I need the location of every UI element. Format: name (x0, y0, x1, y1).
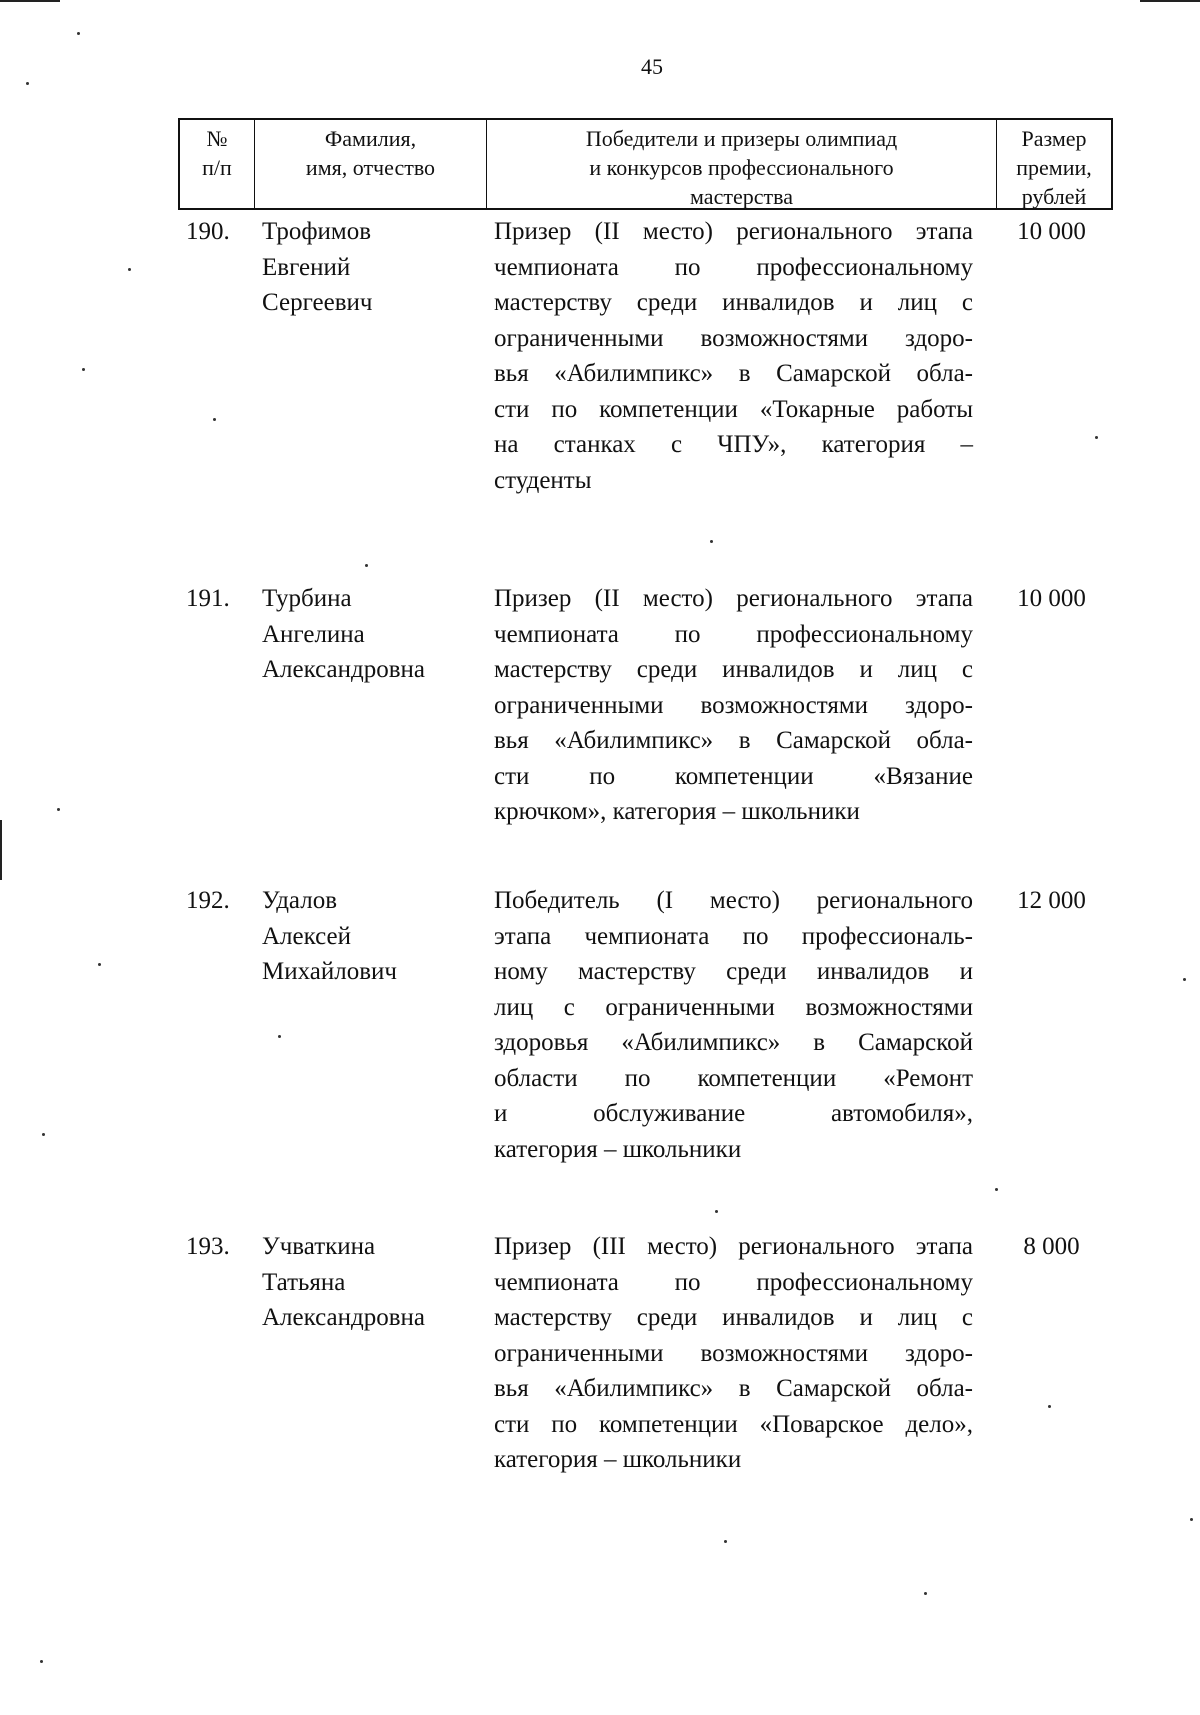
row-full-name (262, 883, 482, 990)
header-full-name (255, 120, 487, 208)
description-line: области по компетенции «Ремонт (494, 1064, 973, 1092)
description-line: ному мастерству среди инвалидов и (494, 958, 973, 985)
description-line: чемпионата по профессиональному (494, 620, 973, 648)
scan-speck (128, 268, 131, 271)
header-text: № (206, 126, 228, 151)
header-number (180, 120, 255, 208)
description-line: ограниченными возможностями здоро- (494, 1339, 973, 1367)
description-line: мастерству среди инвалидов и лиц с (494, 1304, 973, 1331)
row-full-name (262, 581, 482, 688)
description-line: мастерству среди инвалидов и лиц с (494, 289, 973, 316)
row-full-name (262, 1229, 482, 1336)
description-line: вья «Абилимпикс» в Самарской обла- (494, 1375, 973, 1402)
scan-edge-mark (1140, 0, 1200, 2)
first-name: Алексей (262, 922, 352, 950)
description-line: крючком», категория – школьники (494, 798, 860, 825)
description-line: Призер (II место) регионального этапа (494, 218, 973, 245)
description-line: ограниченными возможностями здоро- (494, 691, 973, 719)
scan-speck (724, 1540, 727, 1543)
row-full-name (262, 214, 482, 321)
scan-edge-mark (0, 820, 2, 880)
row-prize-amount: 12 000 (1017, 887, 1086, 914)
page-number: 45 (641, 54, 663, 79)
header-text: Фамилия, (324, 126, 417, 151)
scan-speck (924, 1592, 927, 1595)
first-name: Ангелина (262, 620, 365, 648)
description-line: сти по компетенции «Токарные работы (494, 395, 973, 423)
row-prize-amount: 10 000 (1017, 218, 1086, 245)
scan-speck (98, 963, 101, 966)
scan-speck (213, 418, 216, 421)
header-text: Победители и призеры олимпиад (585, 126, 898, 151)
scan-speck (710, 540, 713, 543)
description-line: Победитель (I место) регионального (494, 887, 973, 914)
header-text: Размер (1021, 126, 1087, 151)
row-number: 190. (186, 218, 230, 245)
row-description (494, 1229, 973, 1478)
table-header (178, 118, 1113, 210)
description-line: и обслуживание автомобиля», (494, 1100, 973, 1127)
description-line: здоровья «Абилимпикс» в Самарской (494, 1029, 973, 1056)
surname: Трофимов (262, 218, 372, 245)
description-line: категория – школьники (494, 1446, 742, 1473)
scan-speck (1183, 978, 1186, 981)
patronymic: Александровна (262, 1304, 426, 1331)
first-name: Татьяна (262, 1268, 346, 1296)
scan-edge-mark (0, 0, 60, 2)
header-text: мастерства (690, 184, 793, 208)
header-text: премии, (1016, 155, 1092, 180)
header-description (487, 120, 997, 208)
scan-speck (1190, 1518, 1193, 1521)
header-prize-amount (997, 120, 1111, 208)
row-prize-amount: 10 000 (1017, 585, 1086, 612)
scan-speck (278, 1035, 281, 1038)
description-line: чемпионата по профессиональному (494, 253, 973, 281)
surname: Учваткина (262, 1233, 376, 1260)
row-description (494, 214, 973, 498)
scan-speck (82, 368, 85, 371)
surname: Турбина (262, 585, 352, 612)
description-line: мастерству среди инвалидов и лиц с (494, 656, 973, 683)
description-line: студенты (494, 466, 592, 494)
description-line: сти по компетенции «Поварское дело», (494, 1410, 973, 1438)
row-number: 193. (186, 1233, 230, 1260)
patronymic: Сергеевич (262, 289, 373, 316)
scan-speck (77, 32, 80, 35)
scan-speck (40, 1660, 43, 1663)
patronymic: Михайлович (262, 958, 397, 985)
description-line: на станках с ЧПУ», категория – (494, 431, 973, 458)
header-text: имя, отчество (305, 155, 436, 180)
row-description (494, 581, 973, 830)
header-text: рублей (1021, 184, 1087, 208)
description-line: вья «Абилимпикс» в Самарской обла- (494, 360, 973, 387)
scan-speck (995, 1188, 998, 1191)
description-line: чемпионата по профессиональному (494, 1268, 973, 1296)
patronymic: Александровна (262, 656, 426, 683)
header-text: и конкурсов профессионального (589, 155, 894, 180)
row-number: 192. (186, 887, 230, 914)
header-text: п/п (202, 155, 232, 180)
row-description (494, 883, 973, 1167)
description-line: категория – школьники (494, 1135, 742, 1163)
scan-speck (57, 808, 60, 811)
row-prize-amount: 8 000 (1023, 1233, 1080, 1260)
description-line: лиц с ограниченными возможностями (494, 993, 973, 1021)
scan-speck (1095, 436, 1098, 439)
description-line: Призер (III место) регионального этапа (494, 1233, 973, 1260)
description-line: этапа чемпионата по профессиональ- (494, 922, 973, 950)
description-line: Призер (II место) регионального этапа (494, 585, 973, 612)
scan-speck (715, 1210, 718, 1213)
scan-speck (26, 82, 29, 85)
scan-speck (365, 564, 368, 567)
first-name: Евгений (262, 253, 351, 281)
surname: Удалов (262, 887, 338, 914)
row-number: 191. (186, 585, 230, 612)
description-line: вья «Абилимпикс» в Самарской обла- (494, 727, 973, 754)
description-line: сти по компетенции «Вязание (494, 762, 973, 790)
scan-speck (42, 1133, 45, 1136)
description-line: ограниченными возможностями здоро- (494, 324, 973, 352)
scan-speck (1048, 1405, 1051, 1408)
